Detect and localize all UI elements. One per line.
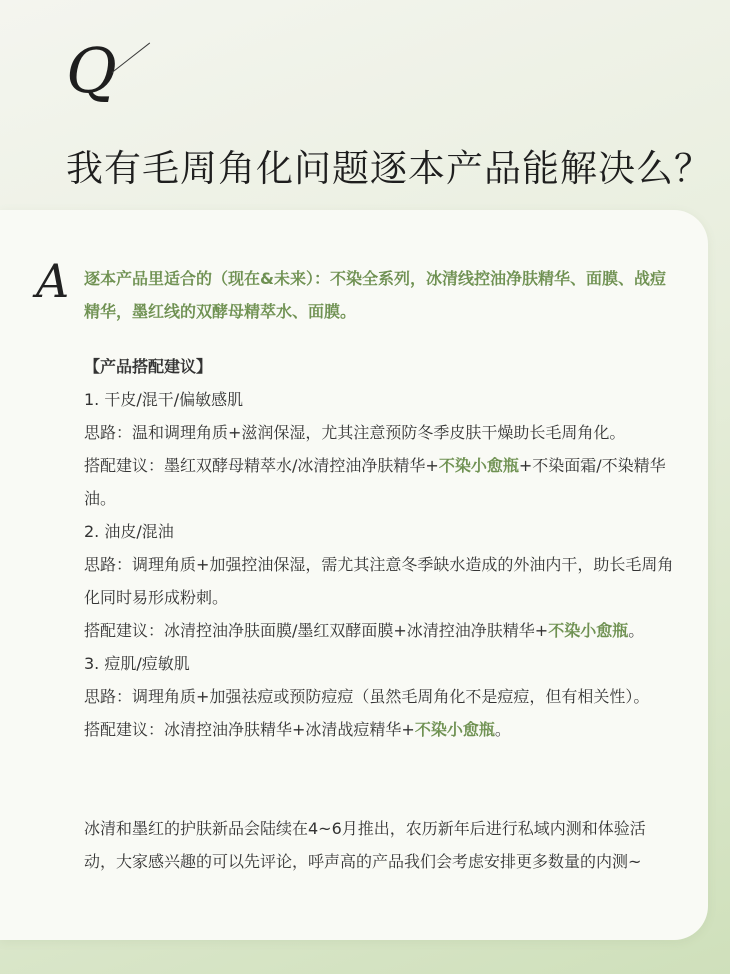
suggest-prefix: 搭配建议：冰清控油净肤面膜/墨红双酵面膜+冰清控油净肤精华+ <box>84 621 549 640</box>
q-letter: Q <box>66 34 117 107</box>
closing-note: 冰清和墨红的护肤新品会陆续在4~6月推出，农历新年后进行私域内测和体验活动，大家感兴趣的可以先评论，呼声高的产品我们会考虑安排更多数量的内测~ <box>84 819 646 871</box>
suggest-prefix: 搭配建议：墨红双酵母精萃水/冰清控油净肤精华+ <box>84 456 439 475</box>
question-title: 我有毛周角化问题逐本产品能解决么？ <box>66 147 712 190</box>
suggest-highlight: 不染小愈瓶 <box>414 720 495 739</box>
suggest-suffix: +不染面霜/不染精华油。 <box>84 456 666 508</box>
type-idea-1: 思路：温和调理角质+滋润保湿，尤其注意预防冬季皮肤干燥助长毛周角化。 <box>84 423 626 442</box>
suggest-highlight: 不染小愈瓶 <box>548 621 629 640</box>
type-idea-3: 思路：调理角质+加强祛痘或预防痘痘（虽然毛周角化不是痘痘，但有相关性）。 <box>84 687 650 706</box>
type-heading-2: 2. 油皮/混油 <box>84 522 174 541</box>
answer-card <box>0 210 708 940</box>
suggest-suffix: 。 <box>628 621 645 640</box>
q-slash-divider <box>112 43 150 73</box>
a-letter: A <box>36 254 70 308</box>
type-suggest-3 <box>84 713 674 746</box>
type-heading-1: 1. 干皮/混干/偏敏感肌 <box>84 390 244 409</box>
type-idea-2: 思路：调理角质+加强控油保湿，需尤其注意冬季缺水造成的外油内干，助长毛周角化同时易形成粉刺。 <box>84 555 674 607</box>
recommendations <box>84 350 674 746</box>
type-suggest-1 <box>84 449 674 515</box>
type-suggest-2 <box>84 614 674 647</box>
section-title: 【产品搭配建议】 <box>84 357 213 376</box>
answer-summary: 逐本产品里适合的（现在&未来）：不染全系列，冰清线控油净肤精华、面膜、战痘精华，墨红线的双酵母精萃水、面膜。 <box>84 269 666 321</box>
type-heading-3: 3. 痘肌/痘敏肌 <box>84 654 190 673</box>
suggest-suffix: 。 <box>494 720 511 739</box>
suggest-prefix: 搭配建议：冰清控油净肤精华+冰清战痘精华+ <box>84 720 415 739</box>
suggest-highlight: 不染小愈瓶 <box>438 456 519 475</box>
